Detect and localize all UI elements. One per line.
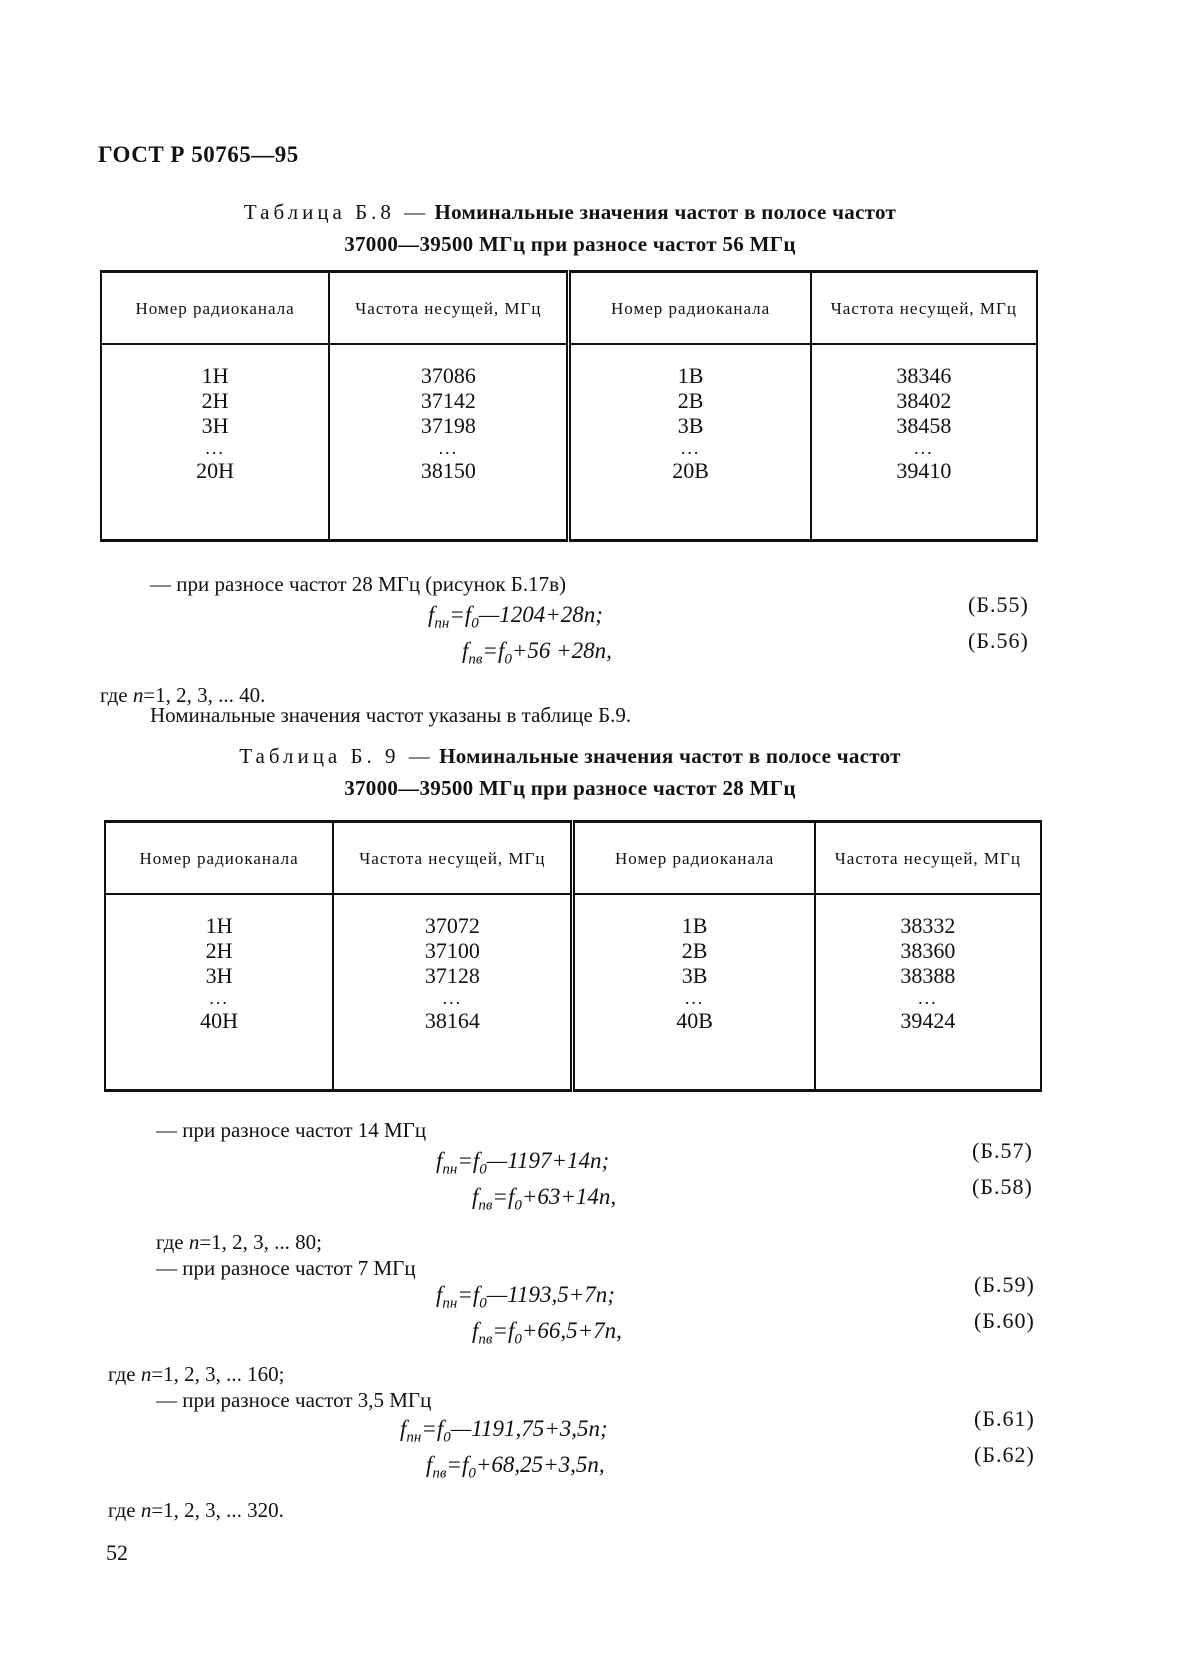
text-28mhz-intro: — при разносе частот 28 МГц (рисунок Б.17в) [150, 572, 566, 596]
table-9-caption-line2: 37000—39500 МГц при разносе частот 28 МГц [344, 776, 796, 800]
table-cell-value: 1В [677, 363, 704, 388]
equation-number-b61: (Б.61) [974, 1406, 1035, 1431]
table-cell-value: 1Н [201, 363, 229, 388]
table-9-caption-line1: Номинальные значения частот в полосе частот [439, 744, 901, 768]
table-cell-value: 38164 [424, 1008, 480, 1033]
table-8-header-cell: Номер радиоканала [569, 272, 811, 345]
table-cell-value: ... [914, 438, 934, 458]
table-cell-value: 1Н [205, 913, 233, 938]
equation-number-b62: (Б.62) [974, 1442, 1035, 1467]
equation-number-b58: (Б.58) [972, 1174, 1033, 1199]
document-header: ГОСТ Р 50765—95 [98, 142, 299, 167]
equation-number-b55: (Б.55) [968, 592, 1029, 617]
table-8-col-freq-high [811, 344, 1037, 541]
table-cell-value: ... [684, 988, 705, 1008]
table-8-header-cell: Частота несущей, МГц [811, 272, 1037, 345]
table-9-header-cell: Номер радиоканала [105, 822, 333, 895]
table-8-col-channel-high [569, 344, 811, 541]
equation-number-b60: (Б.60) [974, 1308, 1035, 1333]
table-9-col-freq-low [333, 894, 573, 1091]
table-cell-value: 2Н [201, 388, 229, 413]
table-9 [104, 820, 1042, 1092]
table-8 [100, 270, 1038, 542]
table-cell-value: 37198 [420, 413, 476, 438]
table-8-caption-line2: 37000—39500 МГц при разносе частот 56 МГц [344, 232, 796, 256]
table-cell-value: 38458 [896, 413, 952, 438]
table-cell-value: 3В [681, 963, 708, 988]
table-8-caption [170, 196, 970, 260]
table-cell-value: 37142 [420, 388, 476, 413]
table-8-caption-label: Таблица Б.8 — [243, 200, 430, 224]
table-cell-value: 38150 [420, 458, 476, 483]
table-8-col-channel-low [101, 344, 329, 541]
table-9-caption-label: Таблица Б. 9 — [239, 744, 434, 768]
formula-b55: $f_{nн}=f_0—1204+28n$; [428, 602, 603, 632]
table-cell-value: 38360 [900, 938, 956, 963]
formula-b57: $f_{nн}=f_0—1197+14n$; [436, 1148, 610, 1178]
table-cell-value: 2В [681, 938, 708, 963]
equation-number-b57: (Б.57) [972, 1138, 1033, 1163]
where-clause-2: где n=1, 2, 3, ... 80; [156, 1230, 323, 1254]
where-clause-3: где n=1, 2, 3, ... 160; [108, 1362, 285, 1386]
table-cell-value: 37072 [424, 913, 480, 938]
table-8-header-row [101, 272, 1037, 345]
equation-number-b59: (Б.59) [974, 1272, 1035, 1297]
table-cell-value: 39424 [900, 1008, 956, 1033]
table-9-header-cell: Частота несущей, МГц [815, 822, 1041, 895]
table-cell-value: 2Н [205, 938, 233, 963]
table-cell-value: ... [205, 438, 225, 458]
table-cell-value: 3В [677, 413, 704, 438]
table-9-col-channel-high [573, 894, 815, 1091]
table-9-col-freq-high [815, 894, 1041, 1091]
table-cell-value: 37128 [424, 963, 480, 988]
formula-b62: $f_{nв}=f_0+68,25+3,5n$, [426, 1452, 605, 1482]
page-number: 52 [106, 1540, 128, 1565]
table-cell-value: 37100 [424, 938, 480, 963]
table-9-body-row [105, 894, 1041, 1091]
table-cell-value: 20В [672, 458, 709, 483]
table-cell-value: 38388 [900, 963, 956, 988]
table-9-header-cell: Частота несущей, МГц [333, 822, 573, 895]
table-cell-value: 20Н [196, 458, 235, 483]
table-9-caption [170, 740, 970, 804]
formula-b59: $f_{nн}=f_0—1193,5+7n$; [436, 1282, 615, 1312]
table-8-col-freq-low [329, 344, 569, 541]
table-cell-value: ... [680, 438, 701, 458]
text-table9-ref: Номинальные значения частот указаны в таблице Б.9. [150, 703, 632, 727]
table-cell-value: 1В [681, 913, 708, 938]
table-cell-value: 40Н [200, 1008, 239, 1033]
table-8-header-cell: Номер радиоканала [101, 272, 329, 345]
table-cell-value: 3Н [205, 963, 233, 988]
formula-b60: $f_{nв}=f_0+66,5+7n$, [472, 1318, 622, 1348]
where-clause-4: где n=1, 2, 3, ... 320. [108, 1498, 284, 1522]
table-9-header-cell: Номер радиоканала [573, 822, 815, 895]
table-8-caption-line1: Номинальные значения частот в полосе частот [434, 200, 897, 224]
formula-b61: $f_{nн}=f_0—1191,75+3,5n$; [400, 1416, 608, 1446]
table-cell-value: ... [918, 988, 938, 1008]
table-9-header-row [105, 822, 1041, 895]
table-cell-value: 38402 [896, 388, 952, 413]
table-cell-value: ... [209, 988, 229, 1008]
table-8-header-cell: Частота несущей, МГц [329, 272, 569, 345]
formula-b58: $f_{nв}=f_0+63+14n$, [472, 1184, 617, 1214]
table-9-col-channel-low [105, 894, 333, 1091]
table-cell-value: ... [438, 438, 459, 458]
table-cell-value: 38346 [896, 363, 952, 388]
table-8-body-row [101, 344, 1037, 541]
formula-b56: $f_{nв}=f_0+56 +28n$, [462, 638, 612, 668]
where-clause-1: где n=1, 2, 3, ... 40. [100, 683, 266, 707]
table-cell-value: 39410 [896, 458, 952, 483]
text-14mhz-intro: — при разносе частот 14 МГц [156, 1118, 427, 1142]
table-cell-value: 40В [676, 1008, 713, 1033]
table-cell-value: 3Н [201, 413, 229, 438]
text-3-5mhz-intro: — при разносе частот 3,5 МГц [156, 1388, 432, 1412]
text-7mhz-intro: — при разносе частот 7 МГц [156, 1256, 416, 1280]
table-cell-value: ... [442, 988, 463, 1008]
table-cell-value: 37086 [420, 363, 476, 388]
equation-number-b56: (Б.56) [968, 628, 1029, 653]
table-cell-value: 38332 [900, 913, 956, 938]
table-cell-value: 2В [677, 388, 704, 413]
